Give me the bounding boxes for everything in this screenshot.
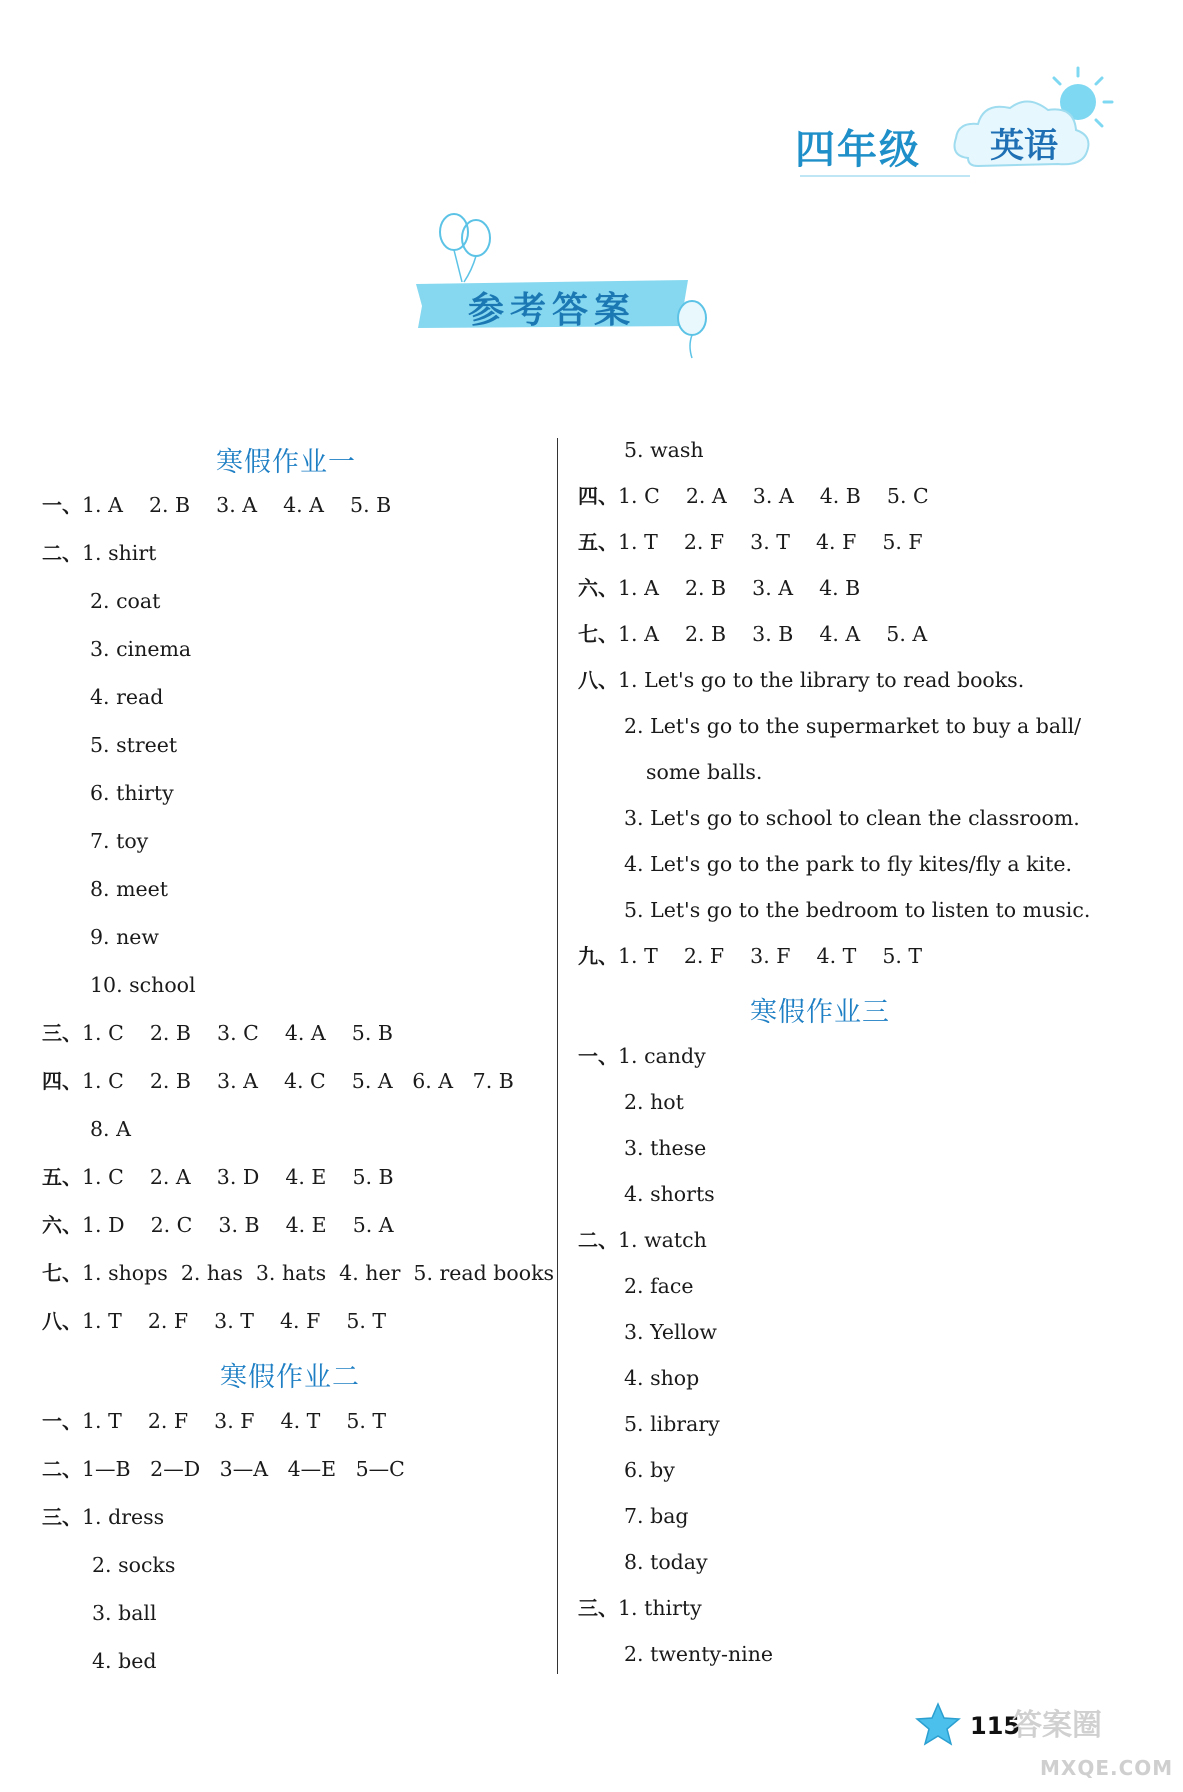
answer-line: 9. new bbox=[90, 925, 159, 949]
answer-line: 3. ball bbox=[92, 1601, 157, 1625]
answer-line: 一、1. T 2. F 3. F 4. T 5. T bbox=[42, 1409, 387, 1433]
column-divider bbox=[557, 438, 558, 1674]
answer-line: 6. thirty bbox=[90, 781, 174, 805]
answer-line: 3. Yellow bbox=[624, 1320, 717, 1344]
answer-line: 4. bed bbox=[92, 1649, 157, 1673]
answer-line: 4. shop bbox=[624, 1366, 700, 1390]
answer-line: 二、1. watch bbox=[578, 1228, 707, 1252]
answer-line: 二、1. shirt bbox=[42, 541, 157, 565]
answer-line: 四、1. C 2. A 3. A 4. B 5. C bbox=[578, 484, 929, 508]
balloon-icon bbox=[668, 298, 716, 360]
answer-line: 4. Let's go to the park to fly kites/fly a kite. bbox=[624, 852, 1072, 876]
answer-line: 5. library bbox=[624, 1412, 720, 1436]
banner-title: 参考答案 bbox=[467, 290, 636, 331]
answer-line: 2. twenty-nine bbox=[624, 1642, 774, 1666]
answer-line: 2. hot bbox=[624, 1090, 684, 1114]
answer-line: 2. socks bbox=[92, 1553, 176, 1577]
answer-line: 8. A bbox=[90, 1117, 131, 1141]
answer-line: 二、1—B 2—D 3—A 4—E 5—C bbox=[42, 1457, 405, 1481]
answer-line: 2. Let's go to the supermarket to buy a ball/ bbox=[624, 714, 1082, 738]
answer-line: 三、1. dress bbox=[42, 1505, 165, 1529]
answer-line: 6. by bbox=[624, 1458, 675, 1482]
answer-line: 2. coat bbox=[90, 589, 161, 613]
answer-line: 4. shorts bbox=[624, 1182, 715, 1206]
answer-line: 一、1. A 2. B 3. A 4. A 5. B bbox=[42, 493, 392, 517]
answer-line: 10. school bbox=[90, 973, 196, 997]
page-number: 115 bbox=[970, 1712, 1021, 1740]
answer-line: 四、1. C 2. B 3. A 4. C 5. A 6. A 7. B bbox=[42, 1069, 514, 1093]
answer-line: 八、1. Let's go to the library to read books. bbox=[578, 668, 1025, 692]
answer-line: 三、1. thirty bbox=[578, 1596, 702, 1620]
answer-line: 8. today bbox=[624, 1550, 708, 1574]
answer-line: 5. Let's go to the bedroom to listen to music. bbox=[624, 898, 1091, 922]
answer-line: 2. face bbox=[624, 1274, 694, 1298]
answer-line: 5. wash bbox=[624, 438, 704, 462]
answer-line: 8. meet bbox=[90, 877, 169, 901]
section-heading: 寒假作业三 bbox=[750, 997, 890, 1028]
section-heading: 寒假作业二 bbox=[220, 1362, 360, 1393]
answer-line: 五、1. C 2. A 3. D 4. E 5. B bbox=[42, 1165, 394, 1189]
answer-line: 八、1. T 2. F 3. T 4. F 5. T bbox=[42, 1309, 387, 1333]
answer-line: 3. Let's go to school to clean the classroom. bbox=[624, 806, 1080, 830]
watermark-url: MXQE.COM bbox=[1040, 1756, 1174, 1780]
answer-line: 3. these bbox=[624, 1136, 707, 1160]
answer-line: 7. toy bbox=[90, 829, 149, 853]
watermark-logo: 答案圈 bbox=[1012, 1708, 1102, 1743]
answer-line: 九、1. T 2. F 3. F 4. T 5. T bbox=[578, 944, 923, 968]
answer-line: 4. read bbox=[90, 685, 164, 709]
star-icon bbox=[915, 1702, 961, 1746]
answer-line: some balls. bbox=[646, 760, 763, 784]
answer-line: 5. street bbox=[90, 733, 178, 757]
answer-line: 3. cinema bbox=[90, 637, 192, 661]
section-heading: 寒假作业一 bbox=[216, 447, 356, 478]
answer-line: 七、1. A 2. B 3. B 4. A 5. A bbox=[578, 622, 928, 646]
grade-label: 四年级 bbox=[795, 127, 921, 173]
answer-line: 七、1. shops 2. has 3. hats 4. her 5. read books bbox=[42, 1261, 555, 1285]
answer-line: 六、1. D 2. C 3. B 4. E 5. A bbox=[42, 1213, 394, 1237]
answer-line: 三、1. C 2. B 3. C 4. A 5. B bbox=[42, 1021, 393, 1045]
answer-line: 五、1. T 2. F 3. T 4. F 5. F bbox=[578, 530, 923, 554]
header-divider bbox=[800, 175, 970, 177]
answer-line: 一、1. candy bbox=[578, 1044, 706, 1068]
answer-line: 7. bag bbox=[624, 1504, 689, 1528]
answer-line: 六、1. A 2. B 3. A 4. B bbox=[578, 576, 861, 600]
subject-label: 英语 bbox=[990, 126, 1058, 166]
